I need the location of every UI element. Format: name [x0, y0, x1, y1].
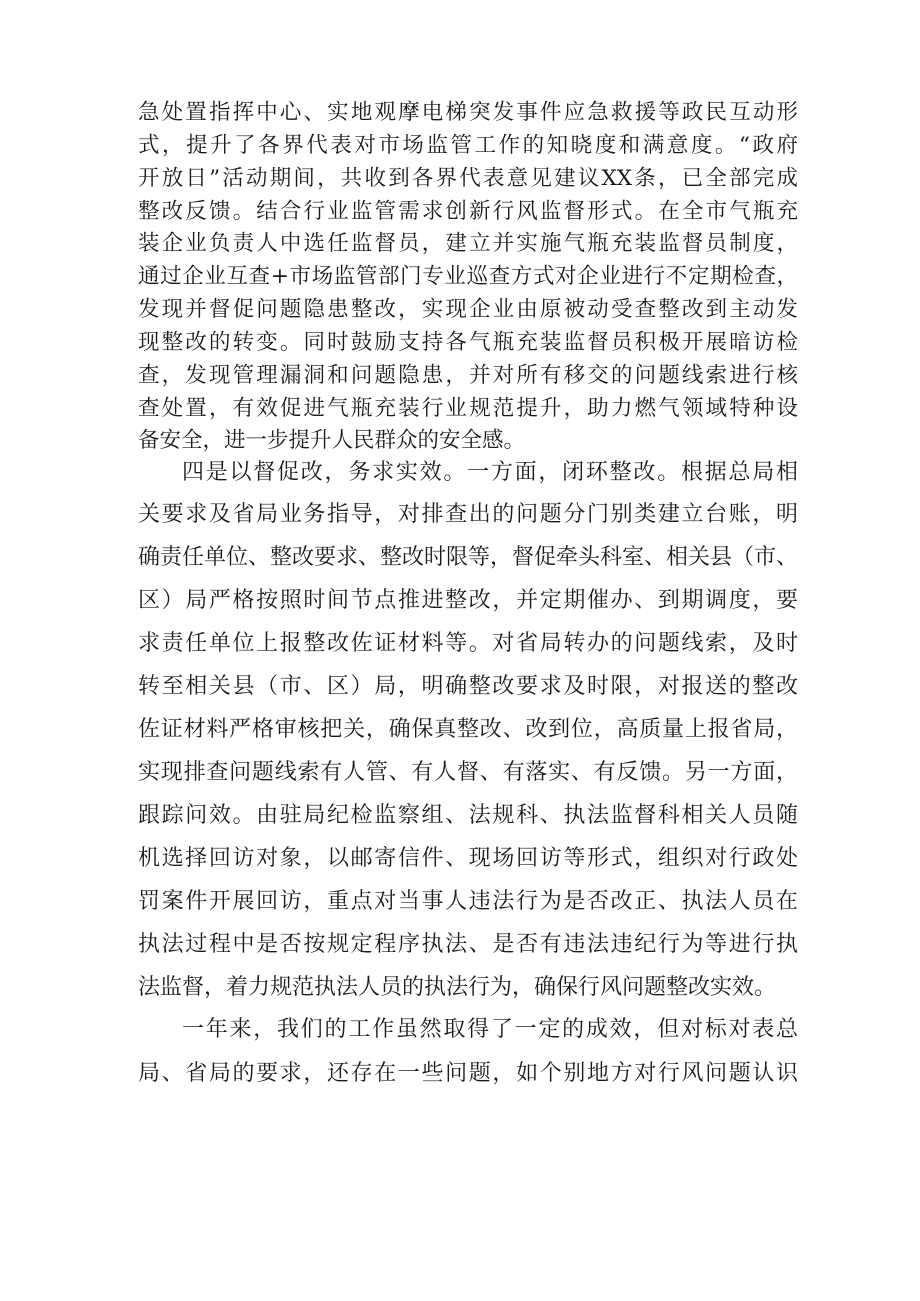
paragraph-line: 一年来，我们的工作虽然取得了一定的成效，但对标对表总 — [182, 1017, 798, 1042]
paragraph-line: 区）局严格按照时间节点推进整改，并定期催办、到期调度，要 — [138, 588, 798, 613]
paragraph-line: 备安全，进一步提升人民群众的安全感。 — [138, 428, 526, 453]
paragraph-line: 局、省局的要求，还存在一些问题，如个别地方对行风问题认识 — [138, 1061, 798, 1086]
paragraph-line: 开放日”活动期间，共收到各界代表意见建议XX条，已全部完成 — [138, 166, 798, 191]
paragraph-line: 执法过程中是否按规定程序执法、是否有违法违纪行为等进行执 — [138, 932, 798, 957]
paragraph-line: 关要求及省局业务指导，对排查出的问题分门别类建立台账，明 — [138, 502, 798, 527]
paragraph-line: 求责任单位上报整改佐证材料等。对省局转办的问题线索，及时 — [138, 631, 798, 656]
paragraph-line: 急处置指挥中心、实地观摩电梯突发事件应急救援等政民互动形 — [138, 100, 798, 125]
paragraph-line: 法监督，着力规范执法人员的执法行为，确保行风问题整改实效。 — [138, 975, 777, 1000]
paragraph-line: 通过企业互查+市场监管部门专业巡查方式对企业进行不定期检查， — [138, 264, 798, 289]
paragraph-line: 四是以督促改，务求实效。一方面，闭环整改。根据总局相 — [182, 460, 798, 485]
paragraph-line: 实现排查问题线索有人管、有人督、有落实、有反馈。另一方面， — [138, 760, 798, 785]
paragraph-line: 装企业负责人中选任监督员，建立并实施气瓶充装监督员制度， — [138, 231, 798, 256]
paragraph-line: 确责任单位、整改要求、整改时限等，督促牵头科室、相关县（市、 — [138, 545, 798, 570]
paragraph-line: 现整改的转变。同时鼓励支持各气瓶充装监督员积极开展暗访检 — [138, 330, 798, 355]
paragraph-line: 整改反馈。结合行业监管需求创新行风监督形式。在全市气瓶充 — [138, 199, 798, 224]
paragraph-line: 佐证材料严格审核把关，确保真整改、改到位，高质量上报省局， — [138, 717, 798, 742]
paragraph-line: 式，提升了各界代表对市场监管工作的知晓度和满意度。“政府 — [138, 133, 798, 158]
paragraph-line: 机选择回访对象，以邮寄信件、现场回访等形式，组织对行政处 — [138, 846, 798, 871]
paragraph-line: 罚案件开展回访，重点对当事人违法行为是否改正、执法人员在 — [138, 889, 798, 914]
paragraph-line: 转至相关县（市、区）局，明确整改要求及时限，对报送的整改 — [138, 674, 798, 699]
paragraph-line: 查，发现管理漏洞和问题隐患，并对所有移交的问题线索进行核 — [138, 363, 798, 388]
paragraph-line: 跟踪问效。由驻局纪检监察组、法规科、执法监督科相关人员随 — [138, 803, 798, 828]
paragraph-line: 查处置，有效促进气瓶充装行业规范提升，助力燃气领域特种设 — [138, 396, 798, 421]
paragraph-line: 发现并督促问题隐患整改，实现企业由原被动受查整改到主动发 — [138, 297, 798, 322]
